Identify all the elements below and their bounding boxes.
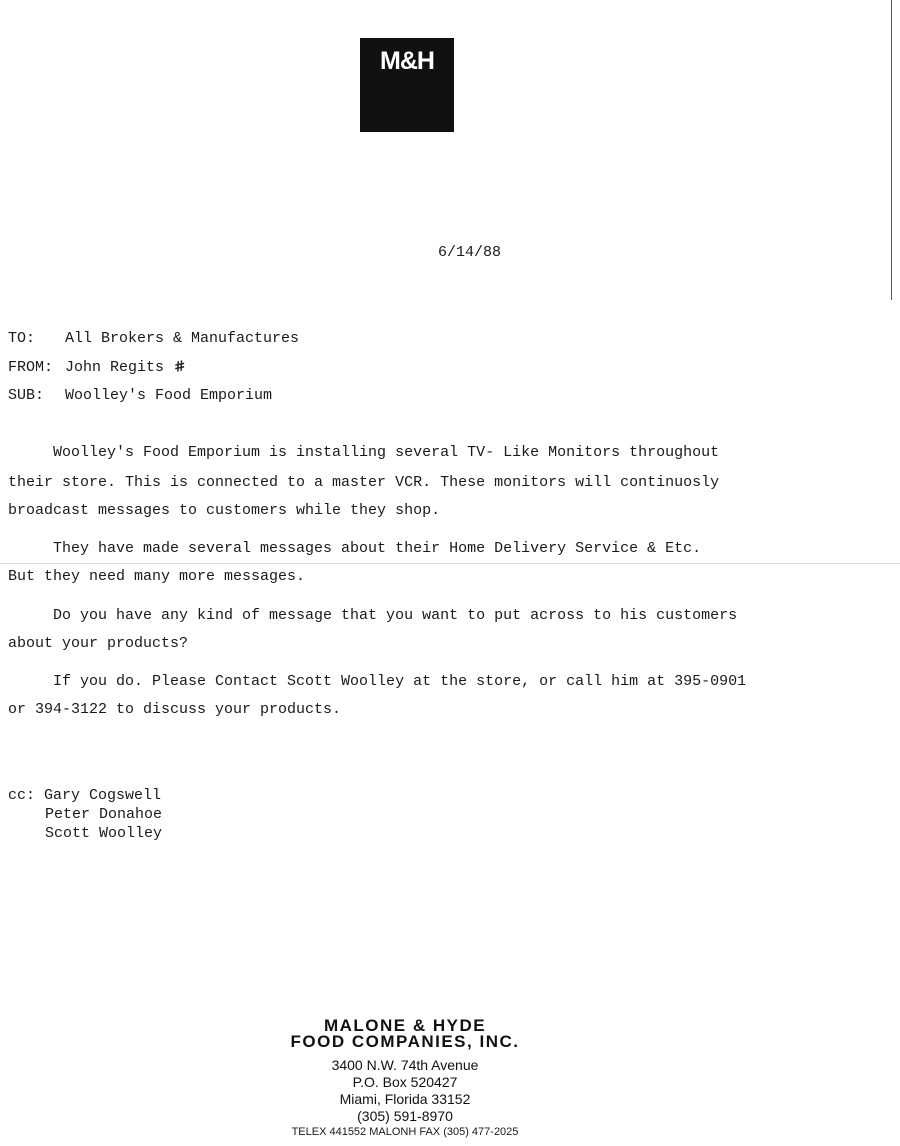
from-line [8,359,186,376]
body-line: Do you have any kind of message that you want to put across to his customers [8,607,738,624]
phone-line: (305) 591-8970 [357,1108,453,1124]
cc-name: Peter Donahoe [45,806,163,823]
from-label: FROM: [8,359,54,376]
sub-label: SUB: [8,387,45,404]
company-address [250,1057,560,1125]
company-name-line1: MALONE & HYDE [323,1016,487,1035]
body-line: They have made several messages about their Home Delivery Service & Etc. [8,540,702,557]
subject-line [8,387,272,404]
sub-value: Woolley's Food Emporium [65,387,273,404]
address-line: Miami, Florida 33152 [339,1091,471,1107]
page-edge-shadow [891,0,892,300]
cc-name: Scott Woolley [45,825,163,842]
body-line: about your products? [8,635,189,652]
cc-name: Gary Cogswell [44,787,162,804]
address-line: P.O. Box 520427 [352,1074,458,1090]
handwritten-initials-signature: # [172,357,188,377]
mh-logo [360,38,454,132]
memo-date: 6/14/88 [438,244,502,261]
body-line: their store. This is connected to a master VCR. These monitors will continuosly [8,474,720,491]
fold-crease [0,563,900,564]
body-line: or 394-3122 to discuss your products. [8,701,342,718]
body-line: broadcast messages to customers while they shop. [8,502,441,519]
telex-fax-line: TELEX 441552 MALONH FAX (305) 477-2025 [291,1126,519,1138]
cc-label: cc: [8,787,36,804]
to-label: TO: [8,330,36,347]
company-name-line2: FOOD COMPANIES, INC. [290,1032,520,1051]
body-line: Woolley's Food Emporium is installing several TV- Like Monitors throughout [8,444,720,461]
to-line [8,330,299,347]
to-value: All Brokers & Manufactures [65,330,300,347]
logo-text: M&H [380,47,434,75]
body-line: But they need many more messages. [8,568,306,585]
body-line: If you do. Please Contact Scott Woolley at the store, or call him at 395-0901 [8,673,747,690]
from-value: John Regits [65,359,165,376]
address-line: 3400 N.W. 74th Avenue [331,1057,479,1073]
cc-list [8,787,162,844]
